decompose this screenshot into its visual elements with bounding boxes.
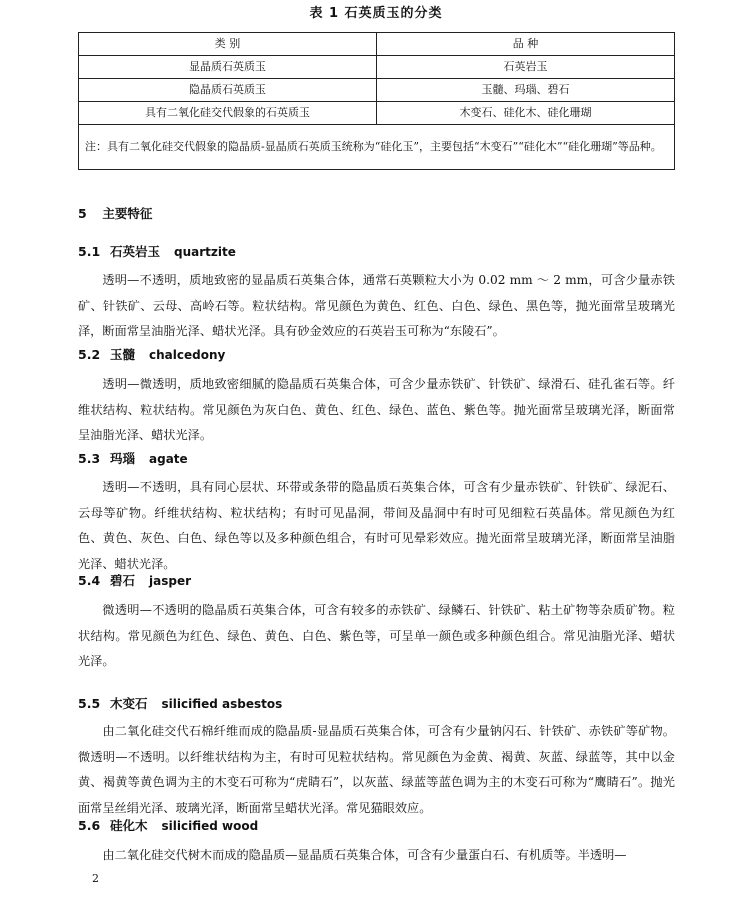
subsection-heading bbox=[78, 449, 188, 467]
section-heading bbox=[78, 204, 152, 222]
subsection-number: 5.4 bbox=[78, 573, 101, 588]
subsection-paragraph: 由二氧化硅交代石棉纤维而成的隐晶质-显晶质石英集合体，可含有少量钠闪石、针铁矿、赤铁矿等矿物。微透明—不透明。以纤维状结构为主，有时可见粒状结构。常见颜色为金黄、褐黄、灰蓝、绿蓝等，其中以金黄、褐黄等黄色调为主的木变石可称为“虎睛石”，以灰蓝、绿蓝等蓝色调为主的木变石可称为“鹰睛石”。抛光面常呈丝绢光泽、玻璃光泽，断面常呈蜡状光泽。常见猫眼效应。 bbox=[78, 724, 675, 815]
table-note-row bbox=[79, 125, 675, 170]
table-row bbox=[79, 56, 675, 79]
subsection-title-cn: 玉髓 bbox=[110, 347, 136, 362]
subsection-number: 5.1 bbox=[78, 244, 101, 259]
subsection-title-cn: 硅化木 bbox=[110, 818, 148, 833]
table-cell: 木变石、硅化木、硅化珊瑚 bbox=[377, 102, 675, 125]
subsection-title-en: quartzite bbox=[174, 245, 236, 259]
subsection-paragraph: 透明—微透明，质地致密细腻的隐晶质石英集合体，可含少量赤铁矿、针铁矿、绿滑石、硅孔雀石等。纤维状结构、粒状结构。常见颜色为灰白色、黄色、红色、绿色、蓝色、紫色等。抛光面常呈玻璃光泽，断面常呈油脂光泽、蜡状光泽。 bbox=[78, 377, 675, 442]
subsection-heading bbox=[78, 242, 236, 260]
subsection-title-cn: 木变石 bbox=[110, 696, 148, 711]
table-cell: 玉髓、玛瑙、碧石 bbox=[377, 79, 675, 102]
table-cell: 石英岩玉 bbox=[377, 56, 675, 79]
subsection-paragraph: 透明—不透明，质地致密的显晶质石英集合体，通常石英颗粒大小为 0.02 mm ～ 2 mm，可含少量赤铁矿、针铁矿、云母、高岭石等。粒状结构。常见颜色为黄色、红色、白色、绿色、黑色等，抛光面常呈玻璃光泽，断面常呈油脂光泽、蜡状光泽。具有砂金效应的石英岩玉可称为“东陵石”。 bbox=[78, 273, 675, 338]
subsection-title-en: jasper bbox=[149, 574, 192, 588]
subsection-title-en: chalcedony bbox=[149, 348, 226, 362]
subsection-title-cn: 玛瑙 bbox=[110, 451, 136, 466]
subsection-heading bbox=[78, 694, 282, 712]
table-cell: 显晶质石英质玉 bbox=[79, 56, 377, 79]
page-number: 2 bbox=[92, 872, 99, 885]
header-category: 类 别 bbox=[79, 33, 377, 56]
subsection-number: 5.5 bbox=[78, 696, 101, 711]
subsection-paragraph: 由二氧化硅交代树木而成的隐晶质—显晶质石英集合体，可含有少量蛋白石、有机质等。半透明— bbox=[102, 848, 627, 862]
subsection-heading bbox=[78, 571, 191, 589]
subsection-heading bbox=[78, 816, 258, 834]
table-row bbox=[79, 79, 675, 102]
table-cell: 隐晶质石英质玉 bbox=[79, 79, 377, 102]
table-note: 注：具有二氧化硅交代假象的隐晶质-显晶质石英质玉统称为“硅化玉”，主要包括“木变石”“硅化木”“硅化珊瑚”等品种。 bbox=[79, 125, 675, 170]
subsection-paragraph: 透明—不透明，具有同心层状、环带或条带的隐晶质石英集合体，可含有少量赤铁矿、针铁矿、绿泥石、云母等矿物。纤维状结构、粒状结构；有时可见晶洞，带间及晶洞中有时可见细粒石英晶体。常见颜色为红色、黄色、灰色、白色、绿色等以及多种颜色组合，有时可见晕彩效应。抛光面常呈玻璃光泽，断面常呈油脂光泽、蜡状光泽。 bbox=[78, 480, 675, 571]
header-variety: 品 种 bbox=[377, 33, 675, 56]
table-header-row bbox=[79, 33, 675, 56]
subsection-paragraph: 微透明—不透明的隐晶质石英集合体，可含有较多的赤铁矿、绿鳞石、针铁矿、粘土矿物等杂质矿物。粒状结构。常见颜色为红色、绿色、黄色、白色、紫色等，可呈单一颜色或多种颜色组合。常见油脂光泽、蜡状光泽。 bbox=[78, 603, 675, 668]
subsection-title-en: agate bbox=[149, 452, 188, 466]
subsection-title-en: silicified asbestos bbox=[161, 697, 283, 711]
subsection-title-en: silicified wood bbox=[161, 819, 259, 833]
section-title: 主要特征 bbox=[102, 206, 153, 221]
subsection-heading bbox=[78, 345, 225, 363]
section-number: 5 bbox=[78, 206, 87, 221]
subsection-title-cn: 碧石 bbox=[110, 573, 136, 588]
subsection-title-cn: 石英岩玉 bbox=[110, 244, 161, 259]
table-cell: 具有二氧化硅交代假象的石英质玉 bbox=[79, 102, 377, 125]
table-row bbox=[79, 102, 675, 125]
table-caption: 表 1 石英质玉的分类 bbox=[309, 6, 443, 21]
classification-table bbox=[78, 32, 675, 170]
subsection-number: 5.6 bbox=[78, 818, 101, 833]
subsection-number: 5.3 bbox=[78, 451, 101, 466]
subsection-number: 5.2 bbox=[78, 347, 101, 362]
